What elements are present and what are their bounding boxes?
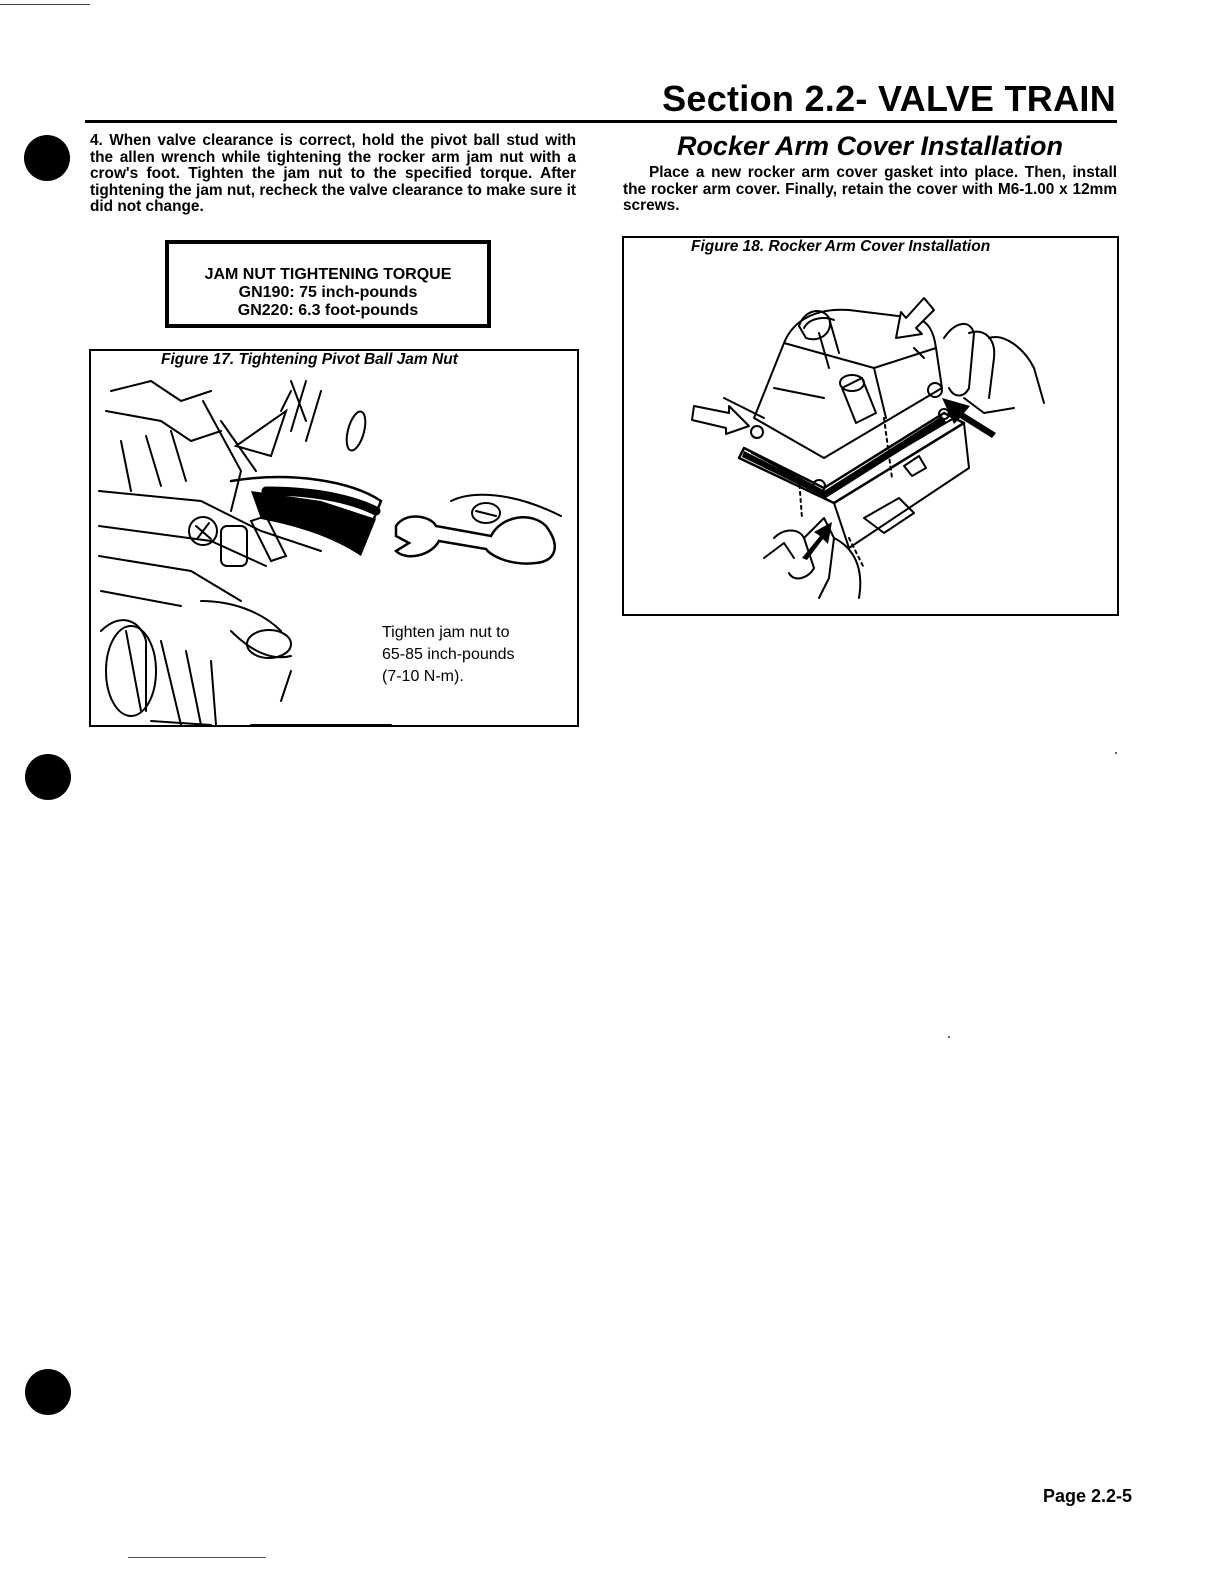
torque-box-gn190: GN190: 75 inch-pounds bbox=[238, 284, 418, 301]
section-title: Section 2.2- VALVE TRAIN bbox=[662, 78, 1116, 119]
bottom-edge-line bbox=[128, 1557, 266, 1558]
install-paragraph: Place a new rocker arm cover gasket into place. Then, install the rocker arm cover. Finally, retain the cover with M6-1.00 x 12mm screws. bbox=[623, 164, 1117, 214]
binder-hole-middle bbox=[25, 754, 71, 800]
figure-18 bbox=[622, 236, 1119, 616]
figure-17-torque-note bbox=[382, 622, 515, 688]
figure-17-caption: Figure 17. Tightening Pivot Ball Jam Nut bbox=[161, 351, 458, 368]
figure-18-caption: Figure 18. Rocker Arm Cover Installation bbox=[691, 238, 991, 255]
torque-note-line-1: Tighten jam nut to bbox=[382, 624, 510, 641]
step-4-text bbox=[90, 133, 576, 216]
step-4-paragraph: 4. When valve clearance is correct, hold the pivot ball stud with the allen wrench while tightening the rocker arm jam nut with a crow's foot. Tighten the jam nut to the specified torque. After tightening the jam nut, recheck the valve clearance to make sure it did not change. bbox=[90, 132, 576, 215]
figure-18-illustration bbox=[624, 238, 1117, 614]
rocker-arm-cover-heading: Rocker Arm Cover Installation bbox=[676, 131, 1064, 161]
binder-hole-bottom bbox=[25, 1369, 71, 1415]
torque-note-line-3: (7-10 N-m). bbox=[382, 668, 464, 685]
page-number: Page 2.2-5 bbox=[1042, 1486, 1132, 1506]
install-instructions bbox=[623, 165, 1117, 215]
torque-box-gn220: GN220: 6.3 foot-pounds bbox=[237, 302, 419, 319]
scan-speck bbox=[948, 1036, 950, 1038]
torque-note-line-2: 65-85 inch-pounds bbox=[382, 646, 515, 663]
torque-spec-box bbox=[165, 240, 491, 328]
torque-box-title: JAM NUT TIGHTENING TORQUE bbox=[204, 266, 452, 283]
header-rule bbox=[85, 120, 1117, 123]
top-edge-line bbox=[0, 4, 90, 5]
figure-17 bbox=[89, 349, 579, 727]
binder-hole-top bbox=[24, 135, 70, 181]
scan-speck bbox=[1115, 752, 1117, 754]
